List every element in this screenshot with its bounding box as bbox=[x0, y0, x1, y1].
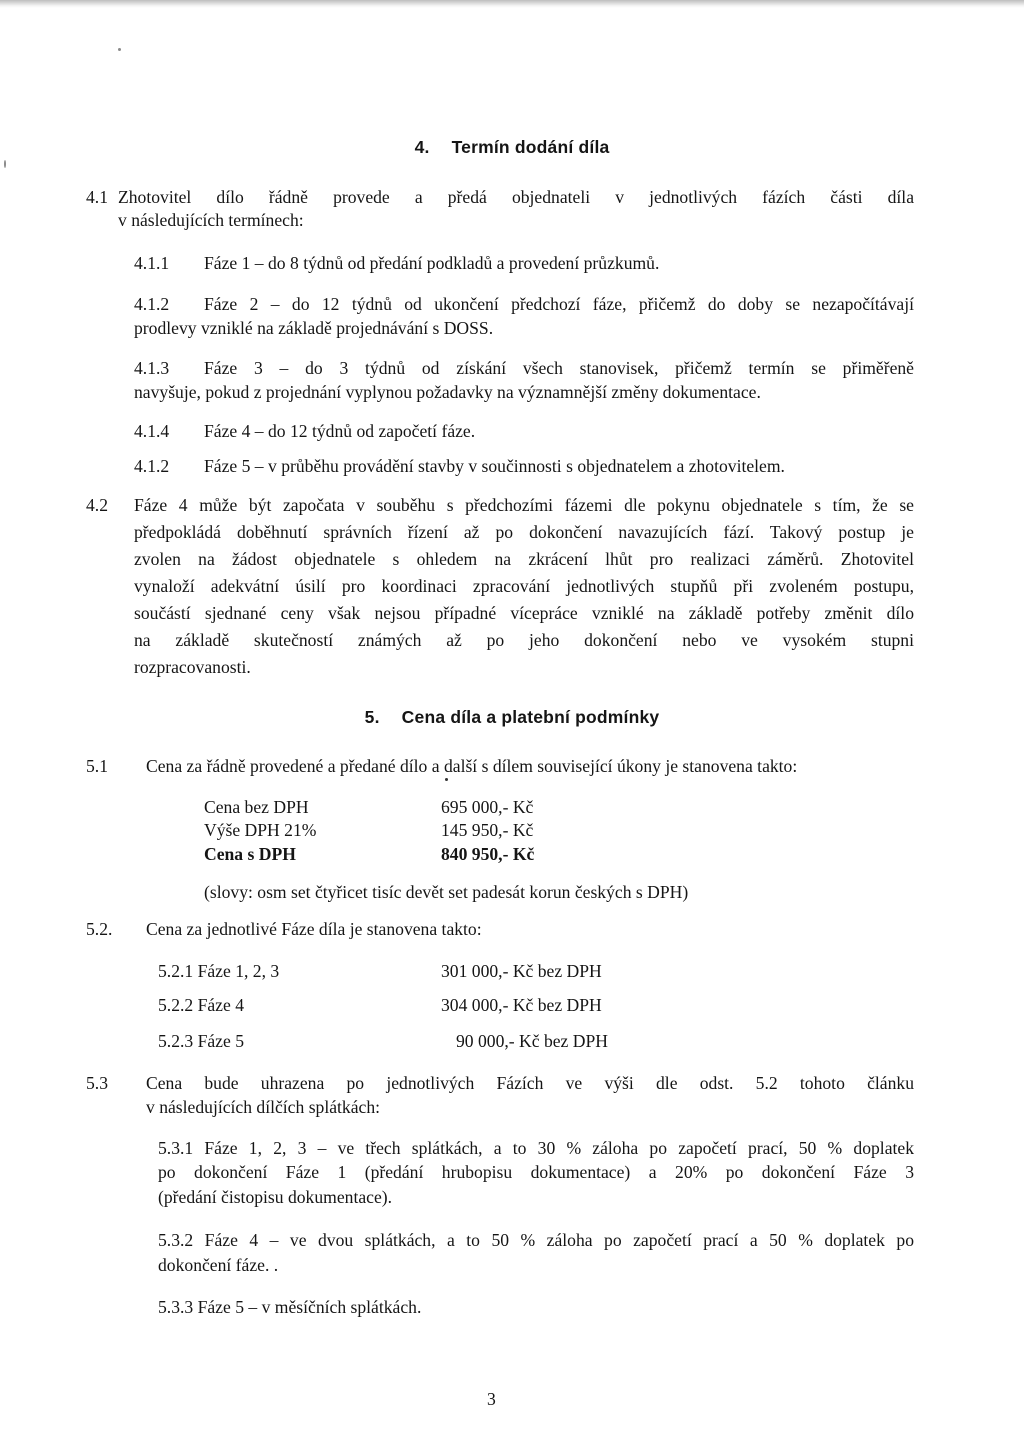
clause-text: 5.3.2 Fáze 4 – ve dvou splátkách, a to 50 % záloha po započetí prací a 50 % doplatek po bbox=[158, 1230, 914, 1250]
section-title: Cena díla a platební podmínky bbox=[401, 707, 660, 727]
price-label: Výše DPH 21% bbox=[204, 820, 317, 840]
clause-text: Fáze 2 – do 12 týdnů od ukončení předchozí fáze, přičemž do doby se nezapočítávají bbox=[204, 294, 914, 314]
scan-speck bbox=[445, 778, 448, 781]
section-number: 4. bbox=[414, 137, 430, 157]
clause-text: vynaloží adekvátní úsilí pro koordinaci zpracování jednotlivých stupňů při zvoleném postupu, bbox=[134, 576, 914, 596]
clause-text: součástí sjednané ceny však nejsou případné vícepráce vzniklé na základě potřeby změnit dílo bbox=[134, 603, 914, 623]
clause-number: 4.1.3 bbox=[134, 358, 170, 378]
phase-price: 301 000,- Kč bez DPH bbox=[441, 961, 602, 981]
clause-text: v následujících dílčích splátkách: bbox=[146, 1097, 381, 1117]
section-title: Termín dodání díla bbox=[451, 137, 610, 157]
clause-text: předpokládá doběhnutí správních řízení až po dokončení navazujících fází. Takový postup je bbox=[134, 522, 914, 542]
price-value-total: 840 950,- Kč bbox=[441, 844, 535, 864]
clause-text: na základě skutečností známých až po jeho dokončení nebo ve vysokém stupni bbox=[134, 630, 914, 650]
page-number: 3 bbox=[487, 1389, 496, 1409]
price-label-total: Cena s DPH bbox=[204, 844, 296, 864]
clause-number: 4.1.2 bbox=[134, 294, 170, 314]
phase-label: 5.2.2 Fáze 4 bbox=[158, 995, 244, 1015]
clause-text: prodlevy vzniklé na základě projednávání s DOSS. bbox=[134, 318, 494, 338]
scan-speck bbox=[118, 48, 121, 51]
phase-price: 304 000,- Kč bez DPH bbox=[441, 995, 602, 1015]
clause-text: Zhotovitel dílo řádně provede a předá objednateli v jednotlivých fázích části díla bbox=[118, 187, 914, 207]
scan-edge bbox=[0, 0, 1024, 8]
clause-text: Fáze 4 může být započata v souběhu s předchozími fázemi dle pokynu objednatele s tím, že se bbox=[134, 495, 914, 515]
section-5-heading bbox=[0, 707, 1024, 728]
clause-text: 5.3.1 Fáze 1, 2, 3 – ve třech splátkách, a to 30 % záloha po započetí prací, 50 % doplatek bbox=[158, 1138, 914, 1158]
clause-number: 4.1.4 bbox=[134, 421, 170, 441]
clause-text: Fáze 3 – do 3 týdnů od získání všech stanovisek, přičemž termín se přiměřeně bbox=[204, 358, 914, 378]
clause-number: 5.3 bbox=[86, 1073, 108, 1093]
clause-text: Fáze 1 – do 8 týdnů od předání podkladů a provedení průzkumů. bbox=[204, 253, 660, 273]
clause-text: v následujících termínech: bbox=[118, 210, 304, 230]
clause-text: zvolen na žádost objednatele s ohledem na zkrácení lhůt pro realizaci záměrů. Zhotovitel bbox=[134, 549, 914, 569]
clause-text: Cena za řádně provedené a předané dílo a další s dílem související úkony je stanovena takto: bbox=[146, 756, 798, 776]
price-value: 695 000,- Kč bbox=[441, 797, 534, 817]
price-label: Cena bez DPH bbox=[204, 797, 309, 817]
phase-label: 5.2.3 Fáze 5 bbox=[158, 1031, 244, 1051]
section-4-heading bbox=[0, 137, 1024, 158]
clause-number: 4.1.1 bbox=[134, 253, 170, 273]
clause-number: 4.1 bbox=[86, 187, 108, 207]
phase-price: 90 000,- Kč bez DPH bbox=[456, 1031, 608, 1051]
price-value: 145 950,- Kč bbox=[441, 820, 534, 840]
clause-number: 5.2. bbox=[86, 919, 113, 939]
clause-text: navyšuje, pokud z projednání vyplynou požadavky na významnější změny dokumentace. bbox=[134, 382, 761, 402]
clause-text: (předání čistopisu dokumentace). bbox=[158, 1187, 393, 1207]
clause-number: 4.1.2 bbox=[134, 456, 170, 476]
clause-text: Cena za jednotlivé Fáze díla je stanovena takto: bbox=[146, 919, 482, 939]
clause-text: rozpracovanosti. bbox=[134, 657, 251, 677]
section-number: 5. bbox=[364, 707, 380, 727]
clause-text: Fáze 5 – v průběhu provádění stavby v součinnosti s objednatelem a zhotovitelem. bbox=[204, 456, 785, 476]
clause-text: 5.3.3 Fáze 5 – v měsíčních splátkách. bbox=[158, 1297, 422, 1317]
price-in-words: (slovy: osm set čtyřicet tisíc devět set padesát korun českých s DPH) bbox=[204, 882, 689, 902]
clause-number: 4.2 bbox=[86, 495, 108, 515]
clause-text: Cena bude uhrazena po jednotlivých Fázích ve výši dle odst. 5.2 tohoto článku bbox=[146, 1073, 914, 1093]
phase-label: 5.2.1 Fáze 1, 2, 3 bbox=[158, 961, 280, 981]
clause-number: 5.1 bbox=[86, 756, 108, 776]
scan-speck bbox=[4, 160, 6, 168]
clause-text: Fáze 4 – do 12 týdnů od započetí fáze. bbox=[204, 421, 476, 441]
clause-text: dokončení fáze. . bbox=[158, 1255, 279, 1275]
clause-text: po dokončení Fáze 1 (předání hrubopisu dokumentace) a 20% po dokončení Fáze 3 bbox=[158, 1162, 914, 1182]
